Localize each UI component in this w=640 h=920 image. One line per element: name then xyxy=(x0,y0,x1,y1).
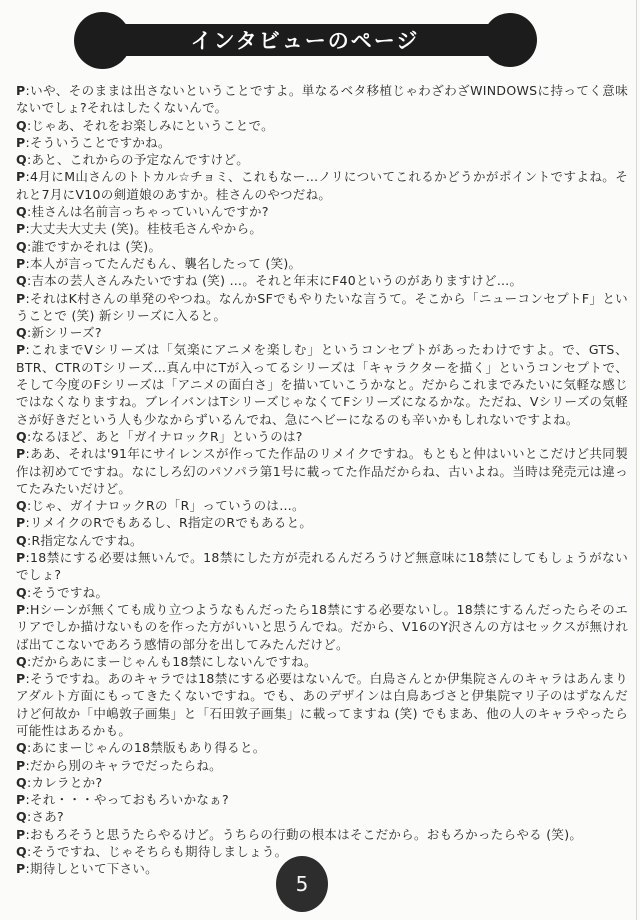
speaker-label: Q xyxy=(16,653,27,669)
dialogue-line: Q:あと、これからの予定なんですけど。 xyxy=(16,152,250,168)
speaker-label: Q xyxy=(16,117,27,133)
dialogue-line: P:おもろそうと思うたらやるけど。うちらの行動の根本はそこだから。おもろかったらやる (笑)。 xyxy=(16,826,583,842)
speaker-label: P xyxy=(16,550,26,566)
dialogue xyxy=(16,82,628,878)
dialogue-line: P:それ・・・やっておもろいかなぁ? xyxy=(16,792,229,808)
speaker-label: Q xyxy=(16,498,27,514)
speaker-label: P xyxy=(16,290,26,306)
dialogue-line: Q:吉本の芸人さんみたいですね (笑) …。それと年末にF40というのがありますけど…。 xyxy=(16,273,523,289)
speaker-label: Q xyxy=(16,428,27,444)
dialogue-line: P:そういうことですかね。 xyxy=(16,134,171,150)
dialogue-line: Q:新シリーズ? xyxy=(16,325,102,341)
dialogue-line: Q:さあ? xyxy=(16,809,64,825)
speaker-label: P xyxy=(16,83,26,98)
dialogue-line: P:いや、そのままは出さないということですよ。単なるベタ移植じゃわざわざWINDOWSに持ってく意味ないでしょ?それはしたくないんで。 xyxy=(16,83,628,116)
dialogue-line: Q:カレラとか? xyxy=(16,774,103,790)
speaker-label: P xyxy=(16,601,26,617)
dialogue-line: P:4月にM山さんのトトカル☆チョミ、これもなー…ノリについてこれるかどうかがポイントですよね。それと7月にV10の剣道娘のあすか。桂さんのやつだね。 xyxy=(16,169,628,202)
dialogue-line: Q:桂さんは名前言っちゃっていいんですか? xyxy=(16,204,269,220)
dialogue-line: Q:だからあにまーじゃんも18禁にしないんですね。 xyxy=(16,653,317,669)
dialogue-line: P:期待しといて下さい。 xyxy=(16,861,158,877)
dialogue-line: P:ああ、それは'91年にサイレンスが作ってた作品のリメイクですね。もともと仲はいいとこだけど共同製作は初めてですね。なにしろ幻のパソパラ第1号に載ってた作品だからね、古いよね。当時は発売元は違ってたみたいだけど。 xyxy=(16,446,628,496)
dialogue-line: Q:あにまーじゃんの18禁版もあり得ると。 xyxy=(16,740,266,756)
speaker-label: P xyxy=(16,826,26,842)
speaker-label: P xyxy=(16,342,26,358)
dialogue-line: P:Hシーンが無くても成り立つようなもんだったら18禁にする必要ないし。18禁にするんだったらそのエリアでしか描けないものを作った方がいいと思うんでね。だから、V16のY沢さんの方はセックスが無ければ出てこないであろう感情の部分を出してみたんだけど。 xyxy=(16,601,628,652)
speaker-label: Q xyxy=(16,809,27,825)
page-title: インタビューのページ xyxy=(190,29,420,53)
dialogue-line: Q:誰ですかそれは (笑)。 xyxy=(16,238,162,254)
dialogue-line: Q:なるほど、あと「ガイナロックR」というのは? xyxy=(16,428,303,444)
dialogue-line: P:リメイクのRでもあるし、R指定のRでもあると。 xyxy=(16,515,313,531)
speaker-label: P xyxy=(16,792,26,808)
page-number-badge xyxy=(276,856,328,912)
speaker-label: Q xyxy=(16,740,27,756)
page-number: 5 xyxy=(295,872,309,896)
dialogue-line: P:そうですね。あのキャラでは18禁にする必要はないんで。白鳥さんとか伊集院さんのキャラはあんまりアダルト方面にもってきたくないですね。でも、あのデザインは白鳥あづさと伊集院マリ子のはずなんだけど何故か「中嶋敦子画集」と「石田敦子画集」に載ってますね (笑) でもまあ、他の人のキャラやったら可能性はあるかも。 xyxy=(16,671,628,738)
header-banner xyxy=(99,24,511,56)
speaker-label: P xyxy=(16,757,26,773)
speaker-label: Q xyxy=(16,238,27,254)
speaker-label: P xyxy=(16,134,26,150)
speaker-label: Q xyxy=(16,273,27,289)
speaker-label: Q xyxy=(16,325,27,341)
dialogue-line: Q:そうですね、じゃそちらも期待しましょう。 xyxy=(16,844,288,860)
scan-edge-line xyxy=(636,0,637,920)
speaker-label: P xyxy=(16,671,26,687)
speaker-label: Q xyxy=(16,204,27,220)
speaker-label: P xyxy=(16,255,26,271)
speaker-label: P xyxy=(16,221,26,237)
dialogue-line: Q:じゃ、ガイナロックRの「R」っていうのは…。 xyxy=(16,498,305,514)
speaker-label: P xyxy=(16,515,26,531)
speaker-label: P xyxy=(16,861,26,877)
dialogue-line: P:これまでVシリーズは「気楽にアニメを楽しむ」というコンセプトがあったわけですよ。で、GTS、BTR、CTRのTシリーズ…真ん中にTが入ってるシリーズは「キャラクターを描く」というコンセプトで、そして今度のFシリーズは「アニメの面白さ」を描いていこうかなと。だからこれまでみたいに気軽な感じではなくなりますね。ブレイバンはTシリーズじゃなくてFシリーズになるかな。ただね、Vシリーズの気軽さが好きだという人も少なからずいるんでね、急にヘビーになるのも辛いかもしれないですよね。 xyxy=(16,342,628,427)
speaker-label: Q xyxy=(16,844,27,860)
dialogue-line: P:18禁にする必要は無いんで。18禁にした方が売れるんだろうけど無意味に18禁にしてもしょうがないでしょ? xyxy=(16,550,628,583)
speaker-label: Q xyxy=(16,532,27,548)
dialogue-line: P:本人が言ってたんだもん、襲名したって (笑)。 xyxy=(16,255,302,271)
dialogue-line: Q:そうですね。 xyxy=(16,584,109,600)
dialogue-line: Q:じゃあ、それをお楽しみにということで。 xyxy=(16,117,274,133)
dialogue-line: P:だから別のキャラでだったらね。 xyxy=(16,757,222,773)
speaker-label: Q xyxy=(16,152,27,168)
page-header xyxy=(0,0,640,72)
dialogue-line: Q:R指定なんですね。 xyxy=(16,532,143,548)
speaker-label: P xyxy=(16,169,26,185)
speaker-label: Q xyxy=(16,584,27,600)
dialogue-line: P:それはK村さんの単発のやつね。なんかSFでもやりたいな言うて。そこから「ニューコンセプトF」ということで (笑) 新シリーズに入ると。 xyxy=(16,290,628,323)
speaker-label: Q xyxy=(16,774,27,790)
dialogue-line: P:大丈夫大丈夫 (笑)。桂枝毛さんやから。 xyxy=(16,221,263,237)
speaker-label: P xyxy=(16,446,26,462)
